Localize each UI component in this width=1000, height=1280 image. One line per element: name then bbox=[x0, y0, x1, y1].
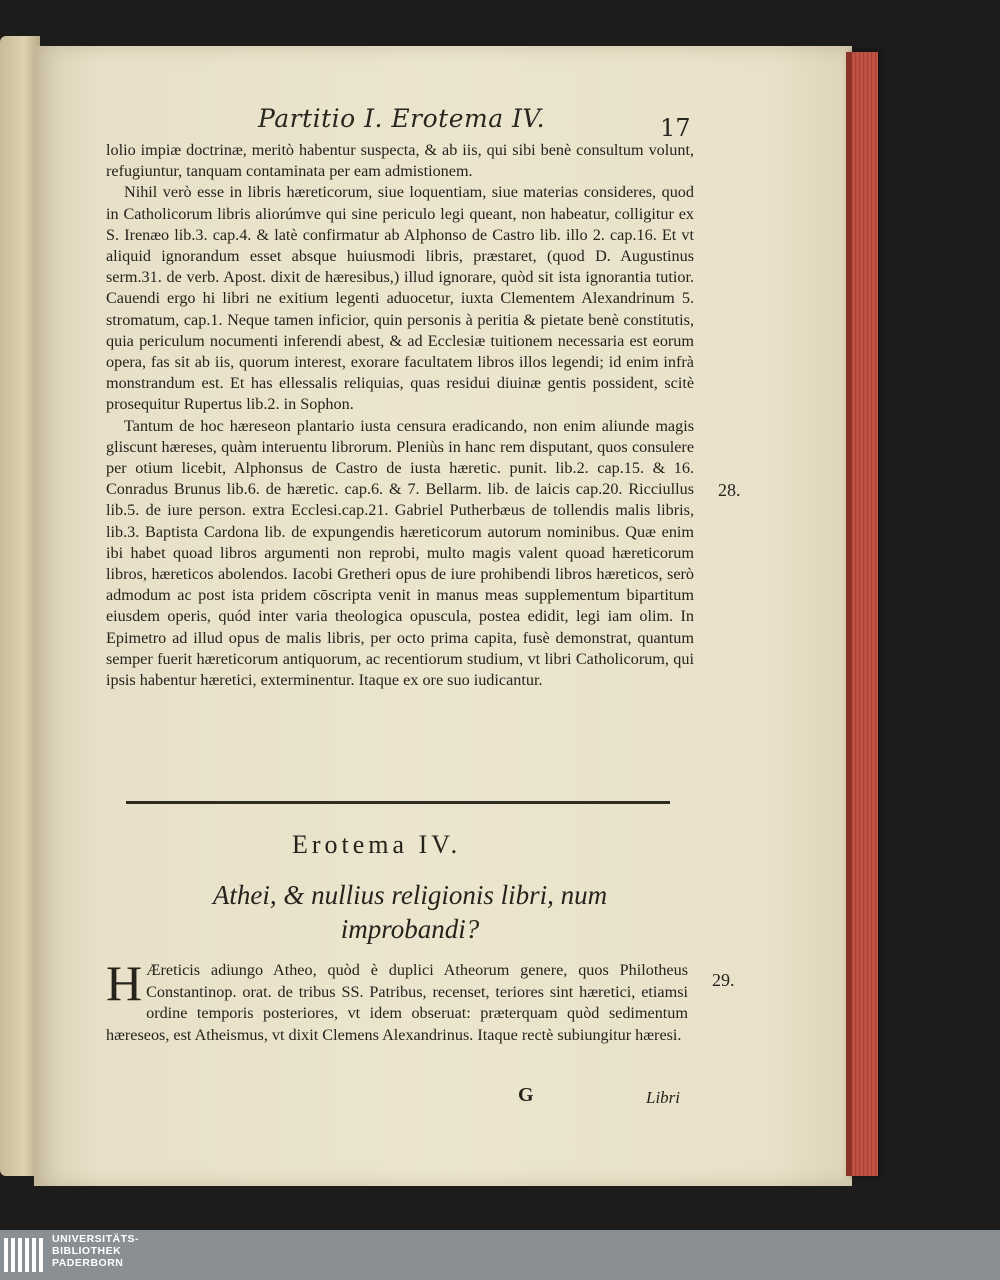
section-question: Athei, & nullius religionis libri, num improbandi? bbox=[212, 880, 608, 944]
logo-line-2: BIBLIOTHEK bbox=[52, 1245, 122, 1257]
paragraph-2: Nihil verò esse in libris hæreticorum, siue loquentiam, siue materias consideres, quod in Catholicorum libris aliorúmve qui sine periculo legi queant, non habeatur, colligitur ex S. Irenæo lib.3. cap.4. & latè confirmatur ab Alphonso de Castro lib. illo 2. cap.16. Et vt aliquid ignorandum esset absque huiusmodi libris, præstaret, (quod D. Augustinus serm.31. de verb. Apost. dixit de hæresibus,) illud ignorare, quòd sit ista ignorantia tutior. Cauendi ergo hi libri ne exitium legenti aduocetur, iuxta Clementem Alexandrinum 5. stromatum, cap.1. Neque tamen inficior, quin personis à peritia & pietate benè constitutis, quia periculum nocumenti inferendi abest, & ad Ecclesiæ tuitionem necessaria est eorum opera, fas sit ab iis, quorum interest, exorare facultatem libros illos legendi; id enim infrà monstrandum est. Et has ellessalis reliquias, quas residui diuinæ gentis possident, scitè prosequitur Rupertus lib.2. in Sophon. bbox=[106, 183, 694, 414]
section-heading: Erotema IV. bbox=[292, 830, 462, 859]
footer-bar bbox=[0, 1230, 1000, 1280]
running-head: Partitio I. Erotema IV. bbox=[258, 104, 546, 133]
logo-line-3: PADERBORN bbox=[52, 1257, 124, 1269]
section-rule bbox=[126, 801, 670, 804]
catchword: Libri bbox=[646, 1088, 681, 1107]
page-number: 17 bbox=[660, 114, 691, 142]
margin-number-28: 28. bbox=[718, 480, 741, 500]
library-name bbox=[52, 1233, 139, 1269]
signature-mark: G bbox=[518, 1084, 534, 1106]
paragraph-3: Tantum de hoc hæreseon plantario iusta censura eradicando, non enim aliunde magis gliscunt hæreses, quàm interuentu librorum. Pleniùs in hanc rem disputant, quos consulere per otium licebit, Alphonsus de Castro de iusta hæretic. punit. lib.2. cap.15. & 16. Conradus Brunus lib.6. de hæretic. cap.6. & 7. Bellarm. lib. de laicis cap.20. Ricciullus lib.5. de iure person. extra Ecclesi.cap.21. Gabriel Putherbæus de tollendis malis libris, lib.3. Baptista Cardona lib. de expungendis hæreticorum autorum nominibus. Quæ enim ibi habet quoad libros argumenti non reprobi, multo magis valent quoad hæreticorum libros, hæreticos abolendos. Iacobi Gretheri opus de iure prohibendi libros hæreticos, serò admodum ac post ista pridem cōscripta venit in manus meas supplementum bipartitum eiusdem operis, quód inter varia theologica opuscula, postea edidit, legi iam olim. In Epimetro ad illud opus de malis libris, per octo prima capita, fusè demonstrat, quantum semper fuerit hæreticorum antiquorum, ac recentiorum studium, vt libri Catholicorum, qui ipsis habentur hæretici, exterminentur. Itaque ex ore suo iudicantur. bbox=[106, 416, 694, 690]
final-paragraph-block bbox=[106, 955, 688, 1046]
final-paragraph: Æreticis adiungo Atheo, quòd è duplici Atheorum genere, quos Philotheus Constantinop. orat. de tribus SS. Patribus, recenset, teriores sint hæretici, etiamsi ordine temporis posteriores, vt idem obseruat: præterquam quòd sedimentum hæreseos, est Atheismus, vt dixit Clemens Alexandrinus. Itaque rectè subiungitur hæresi. bbox=[106, 961, 688, 1044]
library-logo-icon bbox=[2, 1234, 46, 1276]
paragraph-1: lolio impiæ doctrinæ, meritò habentur suspecta, & ab iis, qui sibi benè consultum volunt, refugiuntur, tanquam contaminata per eam admistionem. bbox=[106, 141, 694, 181]
red-page-edges bbox=[848, 52, 878, 1176]
page-edge-shadow bbox=[846, 52, 852, 1176]
logo-line-1: UNIVERSITÄTS- bbox=[52, 1233, 140, 1245]
drop-cap: H bbox=[106, 955, 143, 1011]
body-text bbox=[106, 140, 694, 691]
margin-number-29: 29. bbox=[712, 970, 735, 990]
